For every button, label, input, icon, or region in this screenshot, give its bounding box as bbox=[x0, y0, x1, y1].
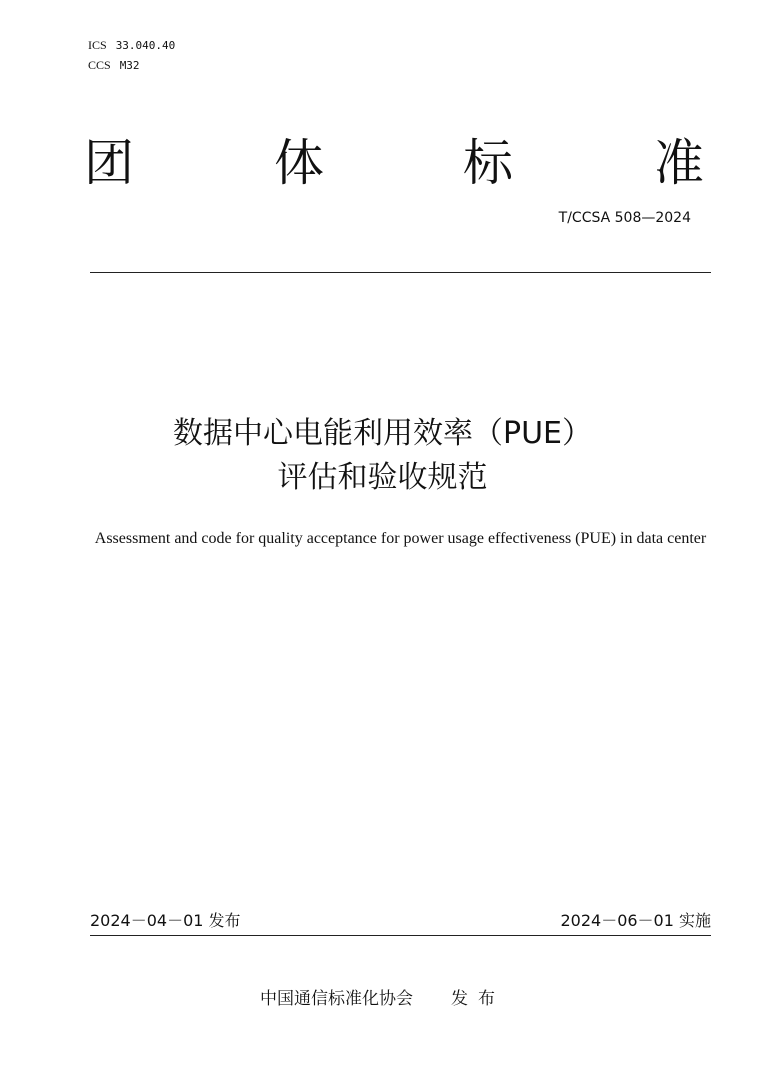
banner-char-2: 体 bbox=[274, 134, 324, 192]
implement-date: 2024－06－01 实施 bbox=[560, 911, 711, 930]
ccs-code-line bbox=[88, 58, 140, 73]
publish-action: 发布 bbox=[451, 989, 505, 1009]
ics-code: 33.040.40 bbox=[115, 39, 176, 52]
publisher-line bbox=[0, 987, 765, 1011]
title-en: Assessment and code for quality acceptance for power usage effectiveness (PUE) in data center bbox=[94, 530, 707, 547]
publisher-name: 中国通信标准化协会 bbox=[260, 989, 413, 1009]
banner-char-3: 标 bbox=[463, 134, 513, 192]
bottom-divider bbox=[90, 935, 711, 936]
standard-number: T/CCSA 508—2024 bbox=[558, 210, 691, 226]
top-divider bbox=[90, 272, 711, 273]
title-cn-line-2: 评估和验收规范 bbox=[277, 460, 488, 495]
banner-char-1: 团 bbox=[84, 134, 134, 192]
banner-char-4: 准 bbox=[654, 134, 704, 192]
release-date: 2024－04－01 发布 bbox=[90, 911, 241, 930]
ccs-code: M32 bbox=[119, 59, 140, 72]
title-cn bbox=[0, 412, 765, 500]
title-cn-line-1: 数据中心电能利用效率（PUE） bbox=[172, 416, 592, 451]
ccs-label: CCS bbox=[88, 58, 111, 72]
ics-label: ICS bbox=[88, 38, 107, 52]
ics-code-line bbox=[88, 38, 175, 53]
